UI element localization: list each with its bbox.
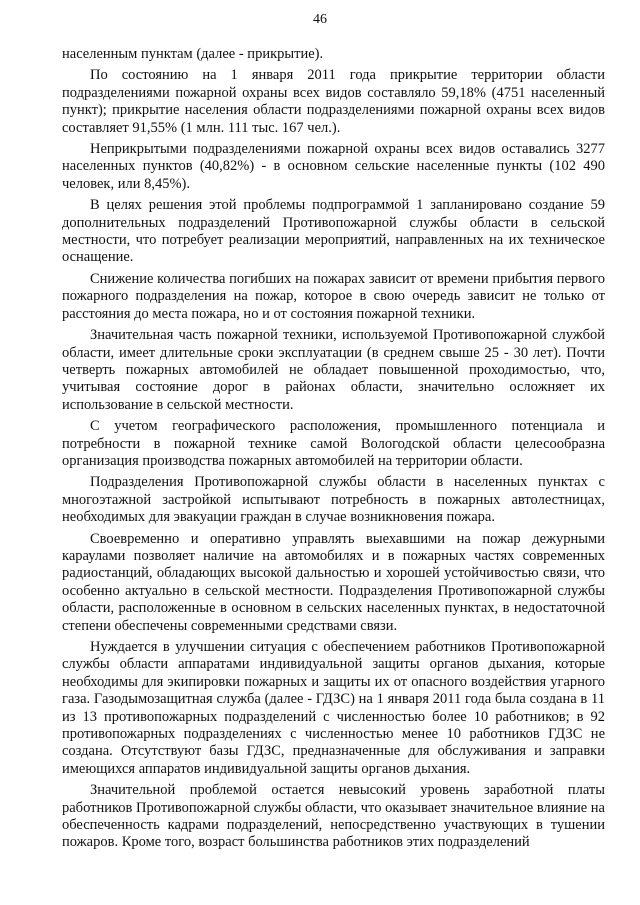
paragraph-coverage-2011: По состоянию на 1 января 2011 года прикрытие территории области подразделениями пожарной охраны всех видов составляло 59,18% (4751 населенный пункт); прикрытие населения области подразделениями пожарной охраны всех видов составляет 91,55% (1 млн. 111 тыс. 167 чел.). [62, 67, 605, 136]
page-number: 46 [313, 12, 327, 27]
paragraph-breathing-apparatus: Нуждается в улучшении ситуация с обеспечением работников Противопожарной службы области аппаратами индивидуальной защиты органов дыхания, которые необходимы для экипировки пожарных и защиты их от опасного воздействия угарного газа. Газодымозащитная служба (далее - ГДЗС) на 1 января 2011 года была создана в 11 из 13 противопожарных подразделений с численностью более 10 работников; в 92 противопожарных подразделениях с численностью менее 10 работников ГДЗС не создана. Отсутствуют базы ГДЗС, предназначенные для обслуживания и заправки имеющихся аппаратов индивидуальной защиты органов дыхания. [62, 639, 605, 777]
paragraph-radio-communication: Своевременно и оперативно управлять выехавшими на пожар дежурными караулами позволяет наличие на автомобилях и в пожарных частях современных радиостанций, обладающих высокой дальностью и хорошей устойчивостью связи, что особенно актуально в сельской местности. Подразделения Противопожарной службы области, расположенные в основном в сельских населенных пунктах, в недостаточной степени обеспечены современными средствами связи. [62, 530, 605, 634]
paragraph-equipment-age: Значительная часть пожарной техники, используемой Противопожарной службой области, имеет длительные сроки эксплуатации (в среднем свыше 25 - 30 лет). Почти четверть пожарных автомобилей не обладает повышенной проходимостью, что, учитывая состояние дорог в районах области, значительно осложняет их использование в сельской местности. [62, 327, 605, 413]
paragraph-continuation: населенным пунктам (далее - прикрытие). [62, 46, 324, 62]
document-body [62, 46, 605, 856]
paragraph-subprogram-goals: В целях решения этой проблемы подпрограммой 1 запланировано создание 59 дополнительных подразделений Противопожарной службы области в сельской местности, что потребует реализации мероприятий, направленных на их техническое оснащение. [62, 197, 605, 266]
paragraph-arrival-time: Снижение количества погибших на пожарах зависит от времени прибытия первого пожарного подразделения на пожар, которое в свою очередь зависит не только от расстояния до места пожара, но и от состояния пожарной техники. [62, 270, 605, 322]
paragraph-vehicle-production: С учетом географического расположения, промышленного потенциала и потребности в пожарной технике самой Вологодской области целесообразна организация производства пожарных автомобилей на территории области. [62, 418, 605, 469]
paragraph-uncovered-settlements: Неприкрытыми подразделениями пожарной охраны всех видов оставались 3277 населенных пунктов (40,82%) - в основном сельские населенные пункты (102 490 человек, или 8,45%). [62, 141, 605, 192]
paragraph-salary-problem: Значительной проблемой остается невысокий уровень заработной платы работников Противопожарной службы области, что оказывает значительное влияние на обеспеченность кадрами подразделений, непосредственно участвующих в тушении пожаров. Кроме того, возраст большинства работников этих подразделений [62, 782, 605, 851]
paragraph-ladders: Подразделения Противопожарной службы области в населенных пунктах с многоэтажной застройкой испытывают потребность в пожарных автолестницах, необходимых для эвакуации граждан в случае возникновения пожара. [62, 474, 605, 526]
